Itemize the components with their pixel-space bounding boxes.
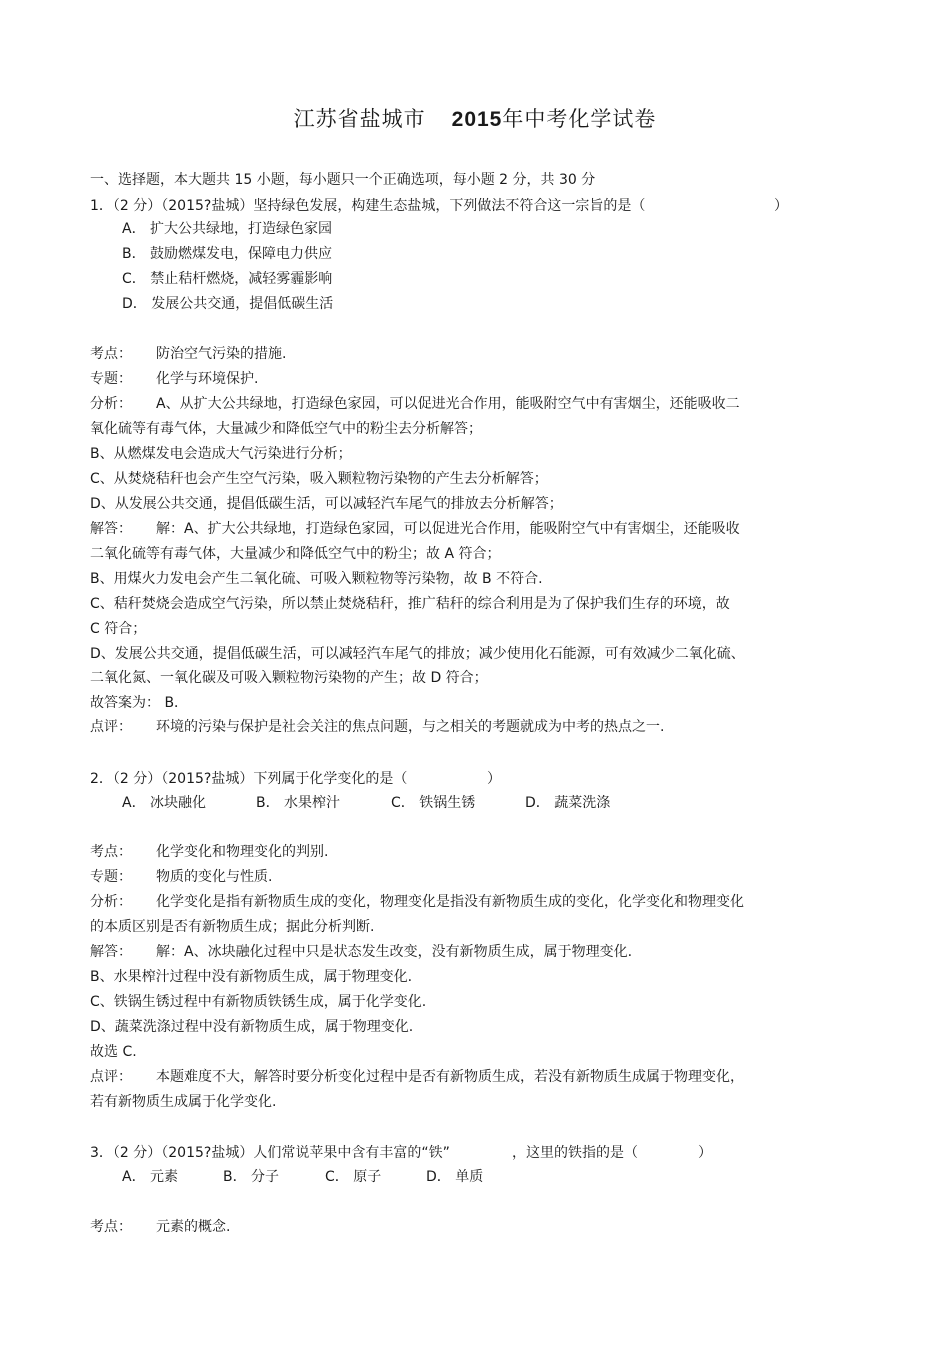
q1-jieda-line-7: 二氧化氮、一氧化碳及可吸入颗粒物污染物的产生；故 D 符合；	[90, 670, 488, 686]
title-region: 江苏省盐城市	[293, 107, 426, 131]
q2-option-c: C． 铁锅生锈	[391, 795, 476, 811]
q2-dianping-line-1: 本题难度不大，解答时要分析变化过程中是否有新物质生成，若没有新物质生成属于物理变化，	[156, 1069, 744, 1085]
q1-fenxi-line-5: D、从发展公共交通，提倡低碳生活，可以减轻汽车尾气的排放去分析解答；	[90, 496, 563, 512]
q1-kaodian	[90, 344, 790, 364]
page-title	[0, 103, 950, 133]
q1-jieda-line-4: C、秸秆焚烧会造成空气污染，所以禁止焚烧秸秆，推广秸秆的综合利用是为了保护我们生存的环境，故	[90, 596, 730, 612]
q2-kaodian-text: 化学变化和物理变化的判别.	[156, 844, 329, 860]
q3-option-c: C． 原子	[325, 1169, 382, 1185]
q1-option-d: D． 发展公共交通，提倡低碳生活	[122, 296, 334, 312]
q1-jieda-line-3: B、用煤火力发电会产生二氧化硫、可吸入颗粒物等污染物，故 B 不符合.	[90, 571, 543, 587]
q1-zhuanti-text: 化学与环境保护.	[156, 371, 259, 387]
q1-dianping-text: 环境的污染与保护是社会关注的焦点问题，与之相关的考题就成为中考的热点之一.	[156, 719, 665, 735]
zhuanti-label: 专题：	[90, 869, 132, 885]
q3-option-a: A． 元素	[122, 1169, 179, 1185]
q1-stem	[90, 196, 790, 216]
kaodian-label: 考点：	[90, 1219, 132, 1235]
q2-dianping	[90, 1067, 790, 1087]
fenxi-label: 分析：	[90, 894, 132, 910]
title-rest: 年中考化学试卷	[502, 107, 657, 131]
q2-jieda-line-1: 解：A、冰块融化过程中只是状态发生改变，没有新物质生成，属于物理变化.	[156, 944, 633, 960]
dianping-label: 点评：	[90, 1069, 132, 1085]
q1-option-c: C． 禁止秸杆燃烧，减轻雾霾影响	[122, 271, 333, 287]
q1-dianping	[90, 717, 790, 737]
q2-option-a: A． 冰块融化	[122, 795, 207, 811]
q1-jieda-line-1: 解：A、扩大公共绿地，打造绿色家园，可以促进光合作用，能吸附空气中有害烟尘，还能吸收	[156, 521, 740, 537]
fenxi-label: 分析：	[90, 396, 132, 412]
q1-fenxi-line-3: B、从燃煤发电会造成大气污染进行分析；	[90, 446, 352, 462]
q1-option-b: B． 鼓励燃煤发电，保障电力供应	[122, 246, 333, 262]
q1-jieda-line-6: D、发展公共交通，提倡低碳生活，可以减轻汽车尾气的排放；减少使用化石能源，可有效减少二氧化硫、	[90, 646, 745, 662]
q1-fenxi-line-4: C、从焚烧秸秆也会产生空气污染，吸入颗粒物污染物的产生去分析解答；	[90, 471, 548, 487]
q3-option-b: B． 分子	[223, 1169, 280, 1185]
q1-zhuanti	[90, 369, 790, 389]
q2-jieda-line-3: C、铁锅生锈过程中有新物质铁锈生成，属于化学变化.	[90, 994, 427, 1010]
q2-option-d: D． 蔬菜洗涤	[525, 795, 611, 811]
title-year: 2015	[451, 108, 503, 131]
q3-kaodian	[90, 1217, 790, 1237]
q1-answer: 故答案为： B．	[90, 695, 189, 711]
q1-stem-text: 1．（2 分）（2015?盐城）坚持绿色发展，构建生态盐城，下列做法不符合这一宗旨的是（	[90, 198, 646, 214]
q2-zhuanti-text: 物质的变化与性质.	[156, 869, 273, 885]
q1-close-paren: ）	[774, 198, 788, 214]
jieda-label: 解答：	[90, 944, 132, 960]
q1-option-a: A． 扩大公共绿地，打造绿色家园	[122, 221, 333, 237]
q2-dianping-line-2: 若有新物质生成属于化学变化.	[90, 1094, 277, 1110]
section-header: 一、选择题，本大题共 15 小题，每小题只一个正确选项，每小题 2 分，共 30 分	[90, 172, 596, 188]
q3-stem-part-2: ，这里的铁指的是（	[512, 1145, 638, 1161]
q2-fenxi-line-1: 化学变化是指有新物质生成的变化，物理变化是指没有新物质生成的变化，化学变化和物理变化	[156, 894, 744, 910]
q2-kaodian	[90, 842, 790, 862]
q2-fenxi	[90, 892, 790, 912]
q2-zhuanti	[90, 867, 790, 887]
q1-jieda-line-2: 二氧化硫等有毒气体，大量减少和降低空气中的粉尘；故 A 符合；	[90, 546, 501, 562]
q1-jieda-line-5: C 符合；	[90, 621, 147, 637]
q2-jieda	[90, 942, 790, 962]
q2-option-b: B． 水果榨汁	[256, 795, 341, 811]
q3-stem: 3．（2 分）（2015?盐城）人们常说苹果中含有丰富的“铁”	[90, 1145, 450, 1161]
q1-kaodian-text: 防治空气污染的措施.	[156, 346, 287, 362]
q3-kaodian-text: 元素的概念.	[156, 1219, 231, 1235]
q2-close-paren: ）	[487, 771, 501, 787]
q3-close-paren: ）	[698, 1145, 712, 1161]
kaodian-label: 考点：	[90, 844, 132, 860]
q2-jieda-line-2: B、水果榨汁过程中没有新物质生成，属于物理变化.	[90, 969, 413, 985]
jieda-label: 解答：	[90, 521, 132, 537]
kaodian-label: 考点：	[90, 346, 132, 362]
zhuanti-label: 专题：	[90, 371, 132, 387]
q1-fenxi	[90, 394, 790, 414]
q2-answer: 故选 C.	[90, 1044, 137, 1060]
q2-jieda-line-4: D、蔬菜洗涤过程中没有新物质生成，属于物理变化.	[90, 1019, 414, 1035]
q2-fenxi-line-2: 的本质区别是否有新物质生成；据此分析判断.	[90, 919, 375, 935]
q2-stem: 2．（2 分）（2015?盐城）下列属于化学变化的是（	[90, 771, 408, 787]
q1-fenxi-line-2: 氧化硫等有毒气体，大量减少和降低空气中的粉尘去分析解答；	[90, 421, 482, 437]
q3-option-d: D． 单质	[426, 1169, 484, 1185]
q1-fenxi-line-1: A、从扩大公共绿地，打造绿色家园，可以促进光合作用，能吸附空气中有害烟尘，还能吸收二	[156, 396, 740, 412]
dianping-label: 点评：	[90, 719, 132, 735]
q1-jieda	[90, 519, 790, 539]
